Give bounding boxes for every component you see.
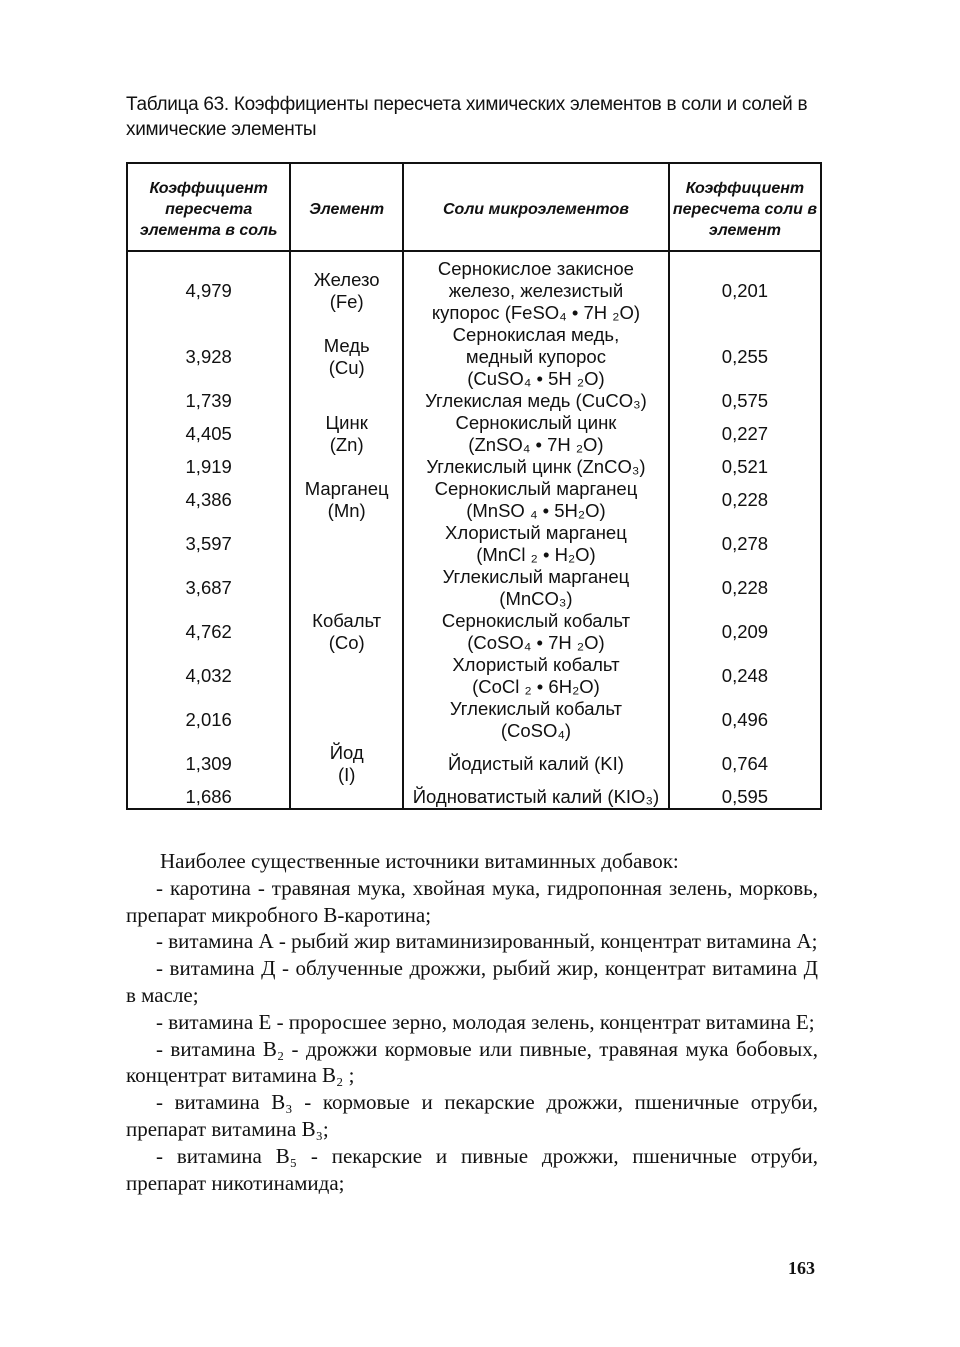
- element-cell: Железо (Fe): [290, 251, 403, 324]
- salt-to-element-coef: 0,201: [669, 251, 821, 324]
- element-to-salt-coef: 4,386: [127, 478, 290, 522]
- element-cell: [290, 522, 403, 566]
- salt-to-element-coef: 0,255: [669, 324, 821, 390]
- element-to-salt-coef: 2,016: [127, 698, 290, 742]
- element-cell: [290, 698, 403, 742]
- element-to-salt-coef: 3,687: [127, 566, 290, 610]
- element-to-salt-coef: 1,739: [127, 390, 290, 412]
- salt-to-element-coef: 0,209: [669, 610, 821, 654]
- table-row: [127, 610, 821, 654]
- vitamin-item: - каротина - травяная мука, хвойная мука, гидропонная зелень, морковь, препарат микробного В-каротина;: [126, 875, 818, 927]
- table-row: [127, 654, 821, 698]
- vitamin-item: - витамина Д - облученные дрожжи, рыбий жир, концентрат витамина Д в масле;: [126, 956, 818, 1007]
- table-row: [127, 786, 821, 809]
- element-cell: Кобальт (Co): [290, 610, 403, 654]
- salt-to-element-coef: 0,227: [669, 412, 821, 456]
- element-to-salt-coef: 1,686: [127, 786, 290, 809]
- salt-to-element-coef: 0,228: [669, 478, 821, 522]
- element-cell: [290, 566, 403, 610]
- salt-to-element-coef: 0,228: [669, 566, 821, 610]
- header-salt-to-element: Коэффициент пересчета соли в элемент: [669, 163, 821, 251]
- header-element-to-salt: Коэффициент пересчета элемента в соль: [127, 163, 290, 251]
- vitamin-item: - витамина А - рыбий жир витаминизированный, концентрат витамина А;: [156, 929, 818, 954]
- salt-to-element-coef: 0,521: [669, 456, 821, 478]
- element-cell: [290, 456, 403, 478]
- table-header-row: [127, 163, 821, 251]
- page-number: 163: [788, 1258, 815, 1278]
- vitamin-item: - витамина Е - проросшее зерно, молодая зелень, концентрат витамина Е;: [156, 1009, 815, 1034]
- element-cell: [290, 654, 403, 698]
- element-to-salt-coef: 3,597: [127, 522, 290, 566]
- salt-cell: Хлористый кобальт (CoCl ₂ • 6H₂O): [403, 654, 669, 698]
- vitamin-item: - витамина В₅ - пекарские и пивные дрожжи, пшеничные отруби, препарат никотинамида;: [126, 1143, 818, 1195]
- salt-cell: Сернокислая медь, медный купорос (CuSO₄ • 5H ₂O): [403, 324, 669, 390]
- element-cell: [290, 786, 403, 809]
- salt-cell: Сернокислый цинк (ZnSO₄ • 7H ₂O): [403, 412, 669, 456]
- vitamin-sources-text: [126, 848, 818, 1196]
- element-to-salt-coef: 4,032: [127, 654, 290, 698]
- element-cell: Йод (I): [290, 742, 403, 786]
- element-to-salt-coef: 4,405: [127, 412, 290, 456]
- salt-cell: Углекислый цинк (ZnCO₃): [403, 456, 669, 478]
- table-row: [127, 698, 821, 742]
- element-to-salt-coef: 3,928: [127, 324, 290, 390]
- salt-cell: Йодистый калий (KI): [403, 742, 669, 786]
- element-cell: Марганец (Mn): [290, 478, 403, 522]
- salt-cell: Сернокислое закисное железо, железистый купорос (FeSO₄ • 7H ₂O): [403, 251, 669, 324]
- table-row: [127, 566, 821, 610]
- element-cell: Цинк (Zn): [290, 412, 403, 456]
- salt-to-element-coef: 0,248: [669, 654, 821, 698]
- table-row: [127, 742, 821, 786]
- salt-cell: Углекислый марганец (MnCO₃): [403, 566, 669, 610]
- vitamin-sources-intro: Наиболее существенные источники витаминных добавок:: [160, 849, 679, 873]
- vitamin-item: - витамина В₂ - дрожжи кормовые или пивные, травяная мука бобовых, концентрат витамина В₂ ;: [126, 1036, 818, 1088]
- salt-to-element-coef: 0,595: [669, 786, 821, 809]
- salt-cell: Сернокислый марганец (MnSO ₄ • 5H₂O): [403, 478, 669, 522]
- salt-to-element-coef: 0,575: [669, 390, 821, 412]
- conversion-table: [126, 162, 822, 810]
- salt-cell: Углекислая медь (CuCO₃): [403, 390, 669, 412]
- element-to-salt-coef: 4,762: [127, 610, 290, 654]
- header-element: Элемент: [290, 163, 403, 251]
- salt-cell: Хлористый марганец (MnCl ₂ • H₂O): [403, 522, 669, 566]
- table-row: [127, 251, 821, 324]
- table-caption: Таблица 63. Коэффициенты пересчета химических элементов в соли и солей в химические элементы: [126, 94, 808, 140]
- element-cell: Медь (Cu): [290, 324, 403, 390]
- salt-to-element-coef: 0,764: [669, 742, 821, 786]
- salt-to-element-coef: 0,278: [669, 522, 821, 566]
- salt-to-element-coef: 0,496: [669, 698, 821, 742]
- table-row: [127, 390, 821, 412]
- element-to-salt-coef: 1,919: [127, 456, 290, 478]
- header-salts: Соли микроэлементов: [403, 163, 669, 251]
- element-to-salt-coef: 4,979: [127, 251, 290, 324]
- table-row: [127, 324, 821, 390]
- table-row: [127, 478, 821, 522]
- salt-cell: Углекислый кобальт (CoSO₄): [403, 698, 669, 742]
- table-row: [127, 522, 821, 566]
- salt-cell: Йодноватистый калий (KIO₃): [403, 786, 669, 809]
- element-to-salt-coef: 1,309: [127, 742, 290, 786]
- salt-cell: Сернокислый кобальт (CoSO₄ • 7H ₂O): [403, 610, 669, 654]
- table-row: [127, 412, 821, 456]
- table-row: [127, 456, 821, 478]
- element-cell: [290, 390, 403, 412]
- vitamin-item: - витамина В₃ - кормовые и пекарские дрожжи, пшеничные отруби, препарат витамина В₃;: [126, 1090, 818, 1141]
